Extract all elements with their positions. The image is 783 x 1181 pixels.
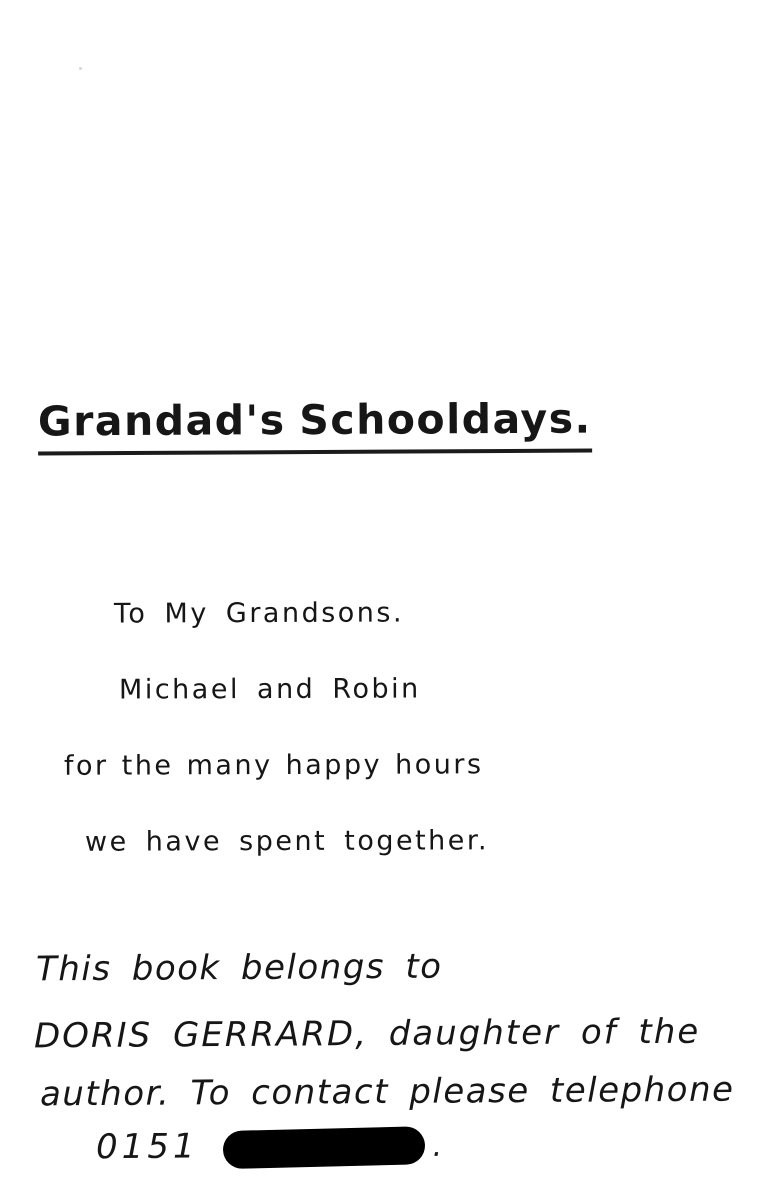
- page-title: Grandad's Schooldays.: [38, 395, 592, 456]
- dedication-line: To My Grandsons.: [113, 597, 405, 630]
- phone-line-period: .: [432, 1128, 447, 1164]
- ownership-note-line: DORIS GERRARD, daughter of the: [33, 1011, 701, 1057]
- scan-speck: [79, 67, 82, 70]
- phone-prefix: 0151: [95, 1126, 199, 1168]
- redaction-bar: [222, 1126, 425, 1169]
- dedication-line: we have spent together.: [84, 825, 490, 858]
- ownership-note-line: This book belongs to: [35, 946, 443, 990]
- dedication-line: Michael and Robin: [118, 673, 421, 706]
- phone-line: [96, 1125, 446, 1168]
- ownership-note-line: author. To contact please telephone: [39, 1069, 735, 1115]
- dedication-line: for the many happy hours: [63, 749, 484, 782]
